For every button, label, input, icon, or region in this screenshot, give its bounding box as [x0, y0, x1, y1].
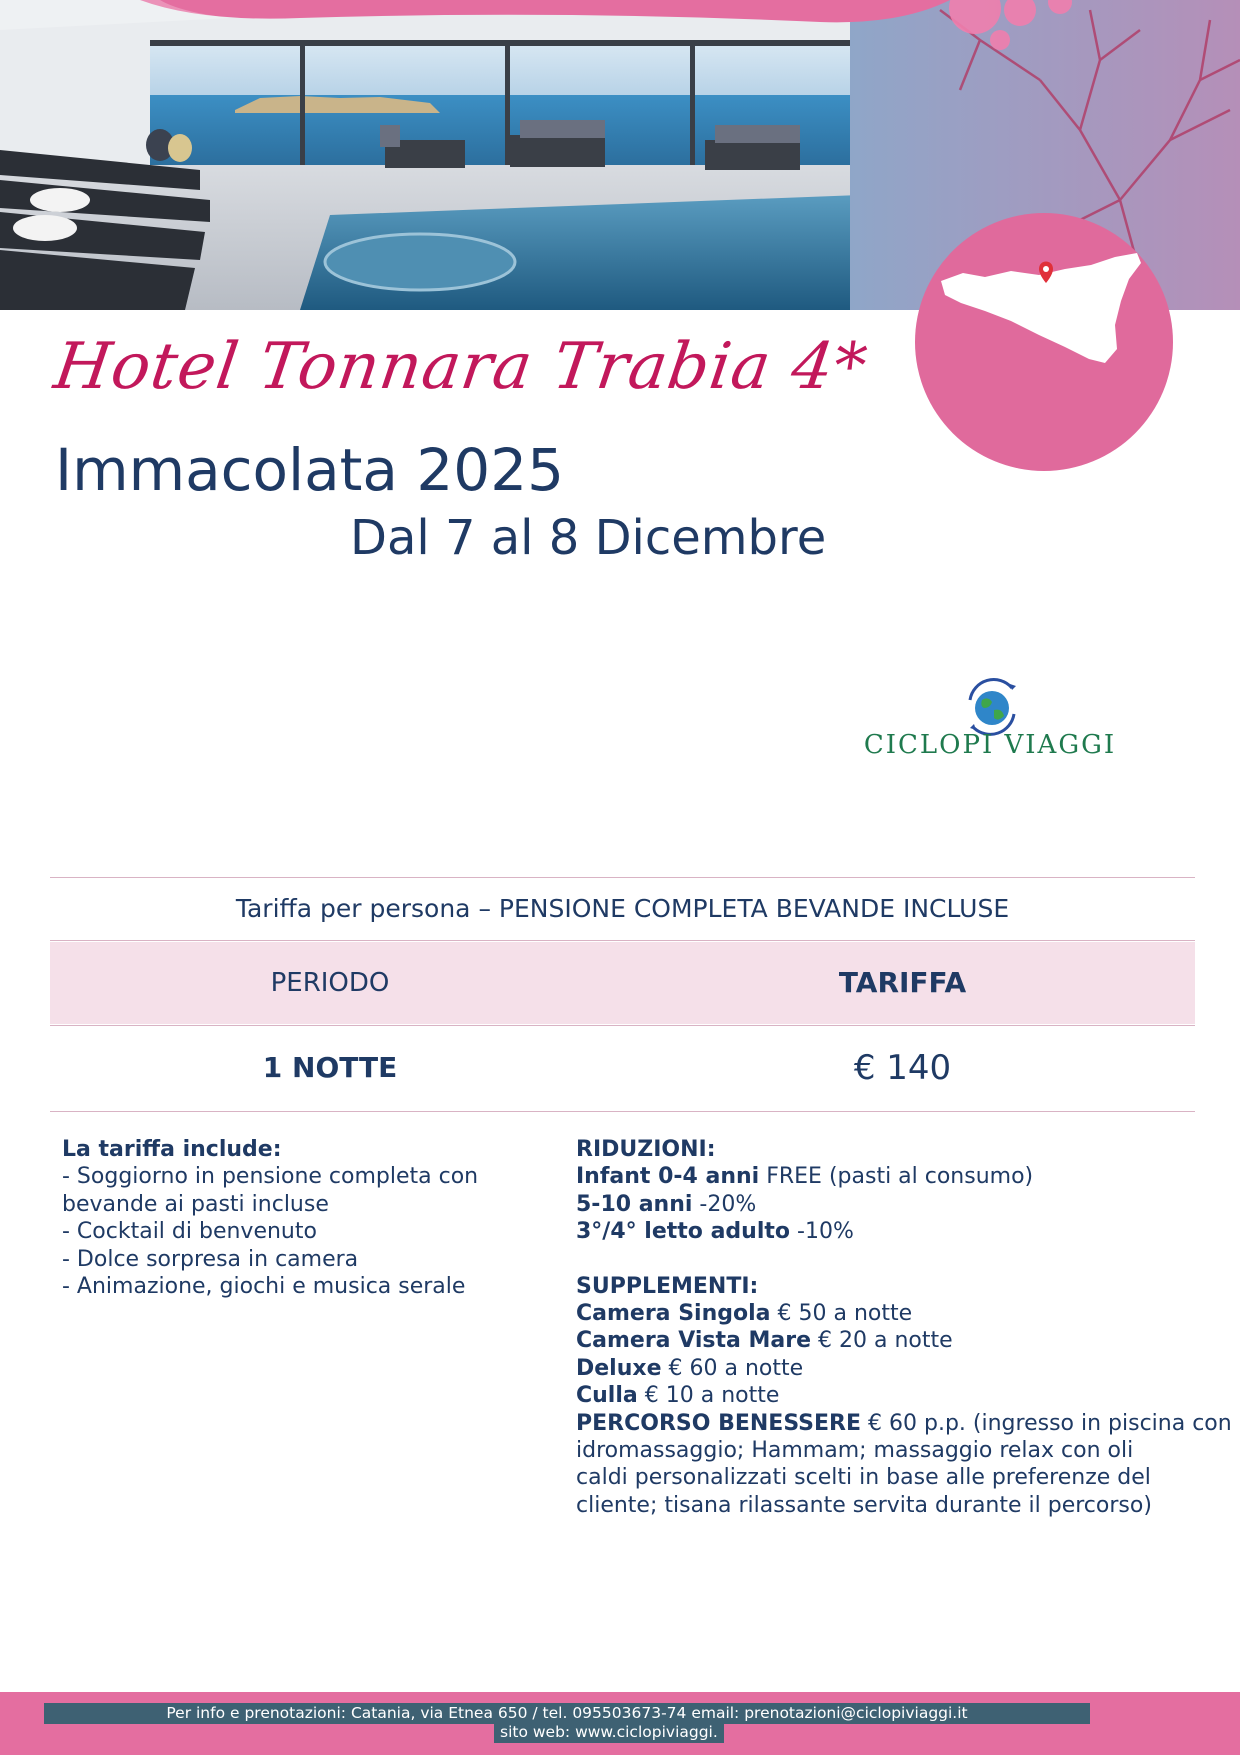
row-period: 1 NOTTE — [262, 1051, 398, 1084]
hotel-name: Hotel Tonnara Trabia 4* — [49, 330, 872, 404]
sicily-map-icon — [915, 213, 1173, 471]
region-map-badge — [915, 213, 1173, 471]
event-title: Immacolata 2025 — [55, 436, 565, 504]
item-value: -20% — [692, 1191, 757, 1217]
header-period: PERIODO — [270, 968, 390, 998]
list-item-continued: cliente; tisana rilassante servita durante il percorso) — [576, 1492, 1152, 1518]
item-label: 5-10 anni — [576, 1191, 693, 1217]
header-rate: TARIFFA — [838, 966, 967, 999]
item-value: -10% — [790, 1219, 854, 1245]
includes-heading: La tariffa include: — [62, 1137, 282, 1162]
list-item-continued: idromassaggio; Hammam; massaggio relax con oli — [576, 1438, 1134, 1464]
item-value: FREE (pasti al consumo) — [759, 1164, 1034, 1190]
supplements-heading: SUPPLEMENTI: — [576, 1273, 759, 1299]
list-item: bevande ai pasti incluse — [62, 1191, 329, 1217]
item-label: Infant 0-4 anni — [576, 1164, 760, 1190]
list-item: - Dolce sorpresa in camera — [62, 1246, 359, 1272]
globe-plane-icon — [960, 674, 1024, 738]
list-item — [576, 1327, 1196, 1354]
item-label: Culla — [576, 1383, 638, 1409]
item-label: PERCORSO BENESSERE — [576, 1410, 862, 1436]
reductions-supplements-section — [576, 1136, 1232, 1519]
row-rate: € 140 — [853, 1048, 952, 1088]
includes-section — [62, 1136, 542, 1300]
footer-website: sito web: www.ciclopiviaggi. — [494, 1722, 724, 1743]
table-caption: Tariffa per persona – PENSIONE COMPLETA BEVANDE INCLUSE — [235, 894, 1010, 923]
list-item: - Soggiorno in pensione completa con — [62, 1164, 479, 1190]
list-item — [576, 1355, 1196, 1382]
item-label: 3°/4° letto adulto — [576, 1219, 791, 1245]
item-label: Camera Singola — [576, 1301, 771, 1327]
list-item: - Cocktail di benvenuto — [62, 1219, 317, 1245]
item-value: € 60 p.p. (ingresso in piscina con — [861, 1410, 1232, 1436]
event-dates: Dal 7 al 8 Dicembre — [350, 510, 827, 566]
item-label: Camera Vista Mare — [576, 1328, 811, 1354]
list-item — [576, 1218, 1196, 1245]
item-value: € 20 a notte — [811, 1328, 953, 1354]
list-item-continued: caldi personalizzati scelti in base alle preferenze del — [576, 1465, 1151, 1491]
reductions-heading: RIDUZIONI: — [576, 1137, 716, 1162]
table-row — [50, 1026, 1195, 1110]
table-bottom-rule — [50, 1111, 1195, 1112]
footer-contact: Per info e prenotazioni: Catania, via Etnea 650 / tel. 095503673-74 email: prenotazioni@ciclopiviaggi.it — [44, 1703, 1090, 1724]
item-value: € 60 a notte — [661, 1355, 804, 1381]
brand-logo-text: CICLOPI VIAGGI — [863, 730, 1117, 760]
list-item: - Animazione, giochi e musica serale — [62, 1274, 466, 1300]
item-label: Deluxe — [576, 1355, 662, 1381]
list-item — [576, 1191, 1196, 1218]
list-item — [576, 1382, 1196, 1409]
table-caption-rule — [50, 940, 1195, 941]
table-header-row — [50, 942, 1195, 1024]
item-value: € 50 a notte — [770, 1301, 913, 1327]
list-item — [576, 1410, 1232, 1437]
item-value: € 10 a notte — [637, 1383, 780, 1409]
list-item — [576, 1163, 1196, 1190]
list-item — [576, 1300, 1196, 1327]
